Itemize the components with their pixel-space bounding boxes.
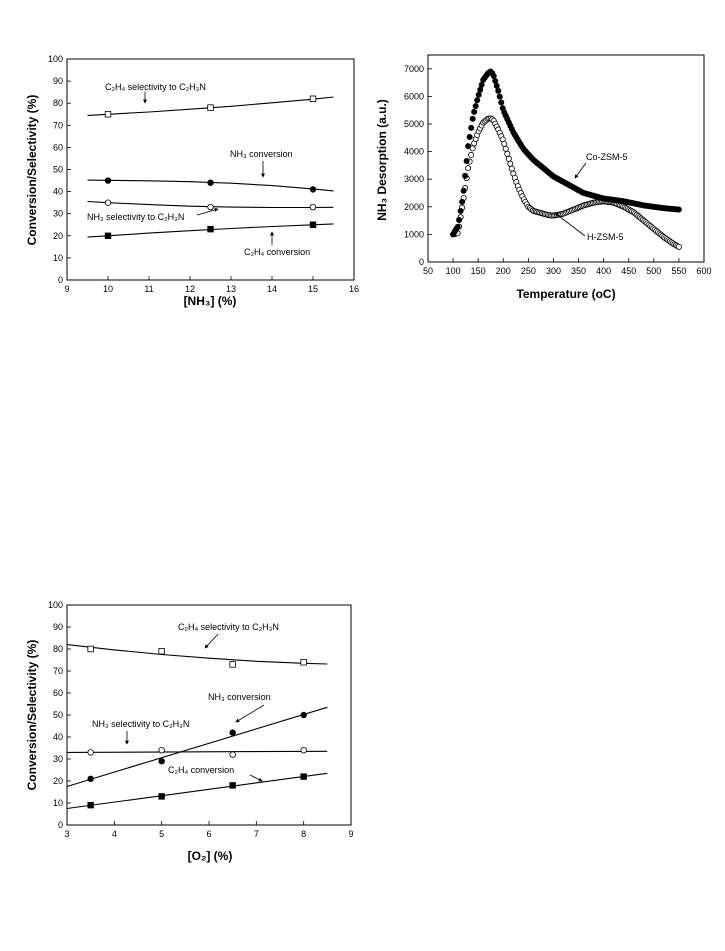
annotation-co-zsm-5: Co-ZSM-5 (586, 152, 628, 162)
arrow-h-zsm-5 (555, 213, 585, 236)
data-point (88, 802, 94, 808)
data-point (105, 178, 111, 184)
data-point (508, 161, 513, 166)
x-tick-label: 4 (111, 829, 117, 839)
x-tick-label: 250 (520, 266, 536, 276)
x-tick-label: 100 (445, 266, 461, 276)
data-point (301, 747, 307, 753)
data-point (463, 173, 468, 178)
x-tick-label: 450 (621, 266, 637, 276)
data-point (469, 152, 474, 157)
x-tick-label: 3 (64, 829, 70, 839)
x-tick-label: 9 (348, 829, 354, 839)
y-tick-label: 6000 (403, 91, 424, 102)
annotation-c2h4-selectivity: C₂H₄ selectivity to C₂H₃N (105, 82, 206, 92)
data-point (455, 224, 460, 229)
annotation-c2h4-conversion: C₂H₄ conversion (168, 765, 235, 775)
plot-frame (67, 59, 354, 280)
x-tick-label: 10 (102, 284, 114, 294)
data-point (457, 217, 462, 222)
data-point (105, 200, 111, 206)
data-point (496, 88, 501, 93)
data-point (472, 109, 477, 114)
data-point (475, 98, 480, 103)
data-point (479, 82, 484, 87)
data-point (301, 712, 307, 718)
data-point (505, 151, 510, 156)
data-point (310, 222, 316, 228)
y-tick-label: 90 (52, 76, 63, 87)
x-tick-label: 50 (422, 266, 434, 276)
data-point (301, 774, 307, 780)
data-point (494, 83, 499, 88)
x-axis-label: [O₂] (%) (187, 849, 233, 863)
y-tick-label: 20 (52, 230, 63, 241)
annotation-nh3-conversion: NH₃ conversion (208, 692, 271, 702)
y-tick-label: 20 (52, 776, 63, 786)
fit-curve (67, 751, 327, 752)
y-tick-label: 70 (52, 666, 63, 676)
y-tick-label: 100 (47, 600, 63, 610)
chart-nh3-tpd (375, 55, 712, 301)
data-point (159, 747, 165, 753)
y-tick-label: 50 (52, 164, 63, 175)
y-tick-label: 5000 (403, 119, 424, 129)
fit-curve (67, 645, 327, 664)
y-tick-label: 30 (52, 754, 63, 764)
chart-conversion-vs-o2 (25, 600, 354, 863)
data-point (159, 794, 165, 800)
data-point (159, 648, 165, 654)
y-tick-label: 70 (52, 120, 63, 131)
data-point (460, 199, 465, 204)
data-point (230, 730, 236, 736)
data-point (458, 208, 463, 213)
data-point (470, 116, 475, 121)
y-tick-label: 4000 (403, 146, 424, 157)
y-tick-label: 0 (57, 820, 63, 830)
data-point (88, 750, 94, 756)
x-tick-label: 15 (307, 284, 319, 294)
data-point (493, 78, 498, 83)
y-axis-label: Conversion/Selectivity (%) (25, 94, 39, 246)
data-point (476, 92, 481, 97)
x-tick-label: 13 (225, 284, 237, 294)
annotation-c2h4-selectivity: C₂H₄ selectivity to C₂H₃N (178, 622, 279, 632)
data-point (464, 158, 469, 163)
y-tick-label: 60 (52, 142, 63, 153)
data-point (88, 646, 94, 652)
x-tick-label: 6 (206, 829, 212, 839)
data-point (310, 187, 316, 193)
data-point (159, 758, 165, 764)
y-tick-label: 90 (52, 622, 63, 632)
data-point (466, 166, 471, 171)
x-axis-label: [NH₃] (%) (183, 294, 237, 308)
data-point (676, 244, 681, 249)
annotation-nh3-selectivity: NH₃ selectivity to C₂H₃N (87, 212, 185, 222)
y-tick-label: 10 (52, 798, 63, 808)
y-tick-label: 100 (47, 54, 63, 64)
data-point (502, 141, 507, 146)
data-point (473, 103, 478, 108)
data-point (230, 783, 236, 789)
y-tick-label: 50 (52, 710, 63, 720)
y-tick-label: 30 (52, 208, 63, 219)
y-tick-label: 3000 (403, 174, 424, 185)
data-point (499, 100, 504, 105)
x-tick-label: 5 (159, 829, 165, 839)
data-point (208, 180, 214, 186)
data-point (461, 188, 466, 193)
data-point (208, 226, 214, 232)
x-tick-label: 12 (184, 284, 196, 294)
data-point (230, 662, 236, 668)
x-tick-label: 14 (266, 284, 278, 294)
arrow-nh3-selectivity (197, 209, 218, 215)
x-tick-label: 9 (64, 284, 70, 294)
data-point (310, 96, 316, 102)
data-point (301, 659, 307, 665)
x-tick-label: 200 (495, 266, 511, 276)
y-tick-label: 80 (52, 644, 63, 654)
data-point (105, 111, 111, 117)
data-point (509, 166, 514, 171)
y-tick-label: 7000 (403, 63, 424, 74)
annotation-h-zsm-5: H-ZSM-5 (587, 232, 624, 242)
x-tick-label: 150 (470, 266, 486, 276)
y-tick-label: 0 (418, 257, 424, 267)
data-point (676, 207, 681, 212)
data-point (469, 125, 474, 130)
data-point (208, 204, 214, 210)
y-tick-label: 2000 (403, 201, 424, 212)
chart-conversion-vs-nh3 (25, 54, 359, 308)
x-tick-label: 7 (253, 829, 259, 839)
x-tick-label: 8 (301, 829, 307, 839)
fit-curve (67, 773, 327, 808)
x-tick-label: 400 (596, 266, 612, 276)
arrow-co-zsm-5 (575, 163, 586, 178)
y-tick-label: 40 (52, 186, 63, 197)
data-point (466, 143, 471, 148)
y-tick-label: 1000 (403, 229, 424, 240)
data-point (88, 776, 94, 782)
data-point (491, 73, 496, 78)
y-tick-label: 10 (52, 252, 63, 263)
plot-frame (428, 55, 704, 262)
data-point (105, 233, 111, 239)
y-axis-label: Conversion/Selectivity (%) (25, 639, 39, 791)
x-axis-label: Temperature (oC) (516, 287, 616, 301)
data-point (208, 105, 214, 111)
x-tick-label: 600 (696, 266, 712, 276)
data-point (467, 134, 472, 139)
x-tick-label: 550 (671, 266, 687, 276)
y-tick-label: 80 (52, 98, 63, 109)
annotation-nh3-conversion: NH₃ conversion (230, 149, 293, 159)
data-point (310, 204, 316, 210)
y-tick-label: 0 (57, 275, 63, 285)
data-point (230, 752, 236, 758)
x-tick-label: 350 (571, 266, 587, 276)
arrow-c2h4-conversion (250, 775, 262, 781)
arrow-c2h4-selectivity (205, 634, 218, 648)
data-point (478, 87, 483, 92)
x-tick-label: 16 (348, 284, 360, 294)
y-tick-label: 60 (52, 688, 63, 698)
annotation-c2h4-conversion: C₂H₄ conversion (244, 247, 311, 257)
x-tick-label: 500 (646, 266, 662, 276)
x-tick-label: 300 (545, 266, 561, 276)
y-axis-label: NH₃ Desorption (a.u.) (375, 99, 389, 221)
x-tick-label: 11 (144, 284, 154, 294)
plot-frame (67, 605, 351, 825)
arrow-nh3-conversion (236, 705, 264, 722)
y-tick-label: 40 (52, 732, 63, 742)
data-point (503, 146, 508, 151)
data-point (506, 156, 511, 161)
annotation-nh3-selectivity: NH₃ selectivity to C₂H₃N (92, 719, 190, 729)
data-point (497, 94, 502, 99)
